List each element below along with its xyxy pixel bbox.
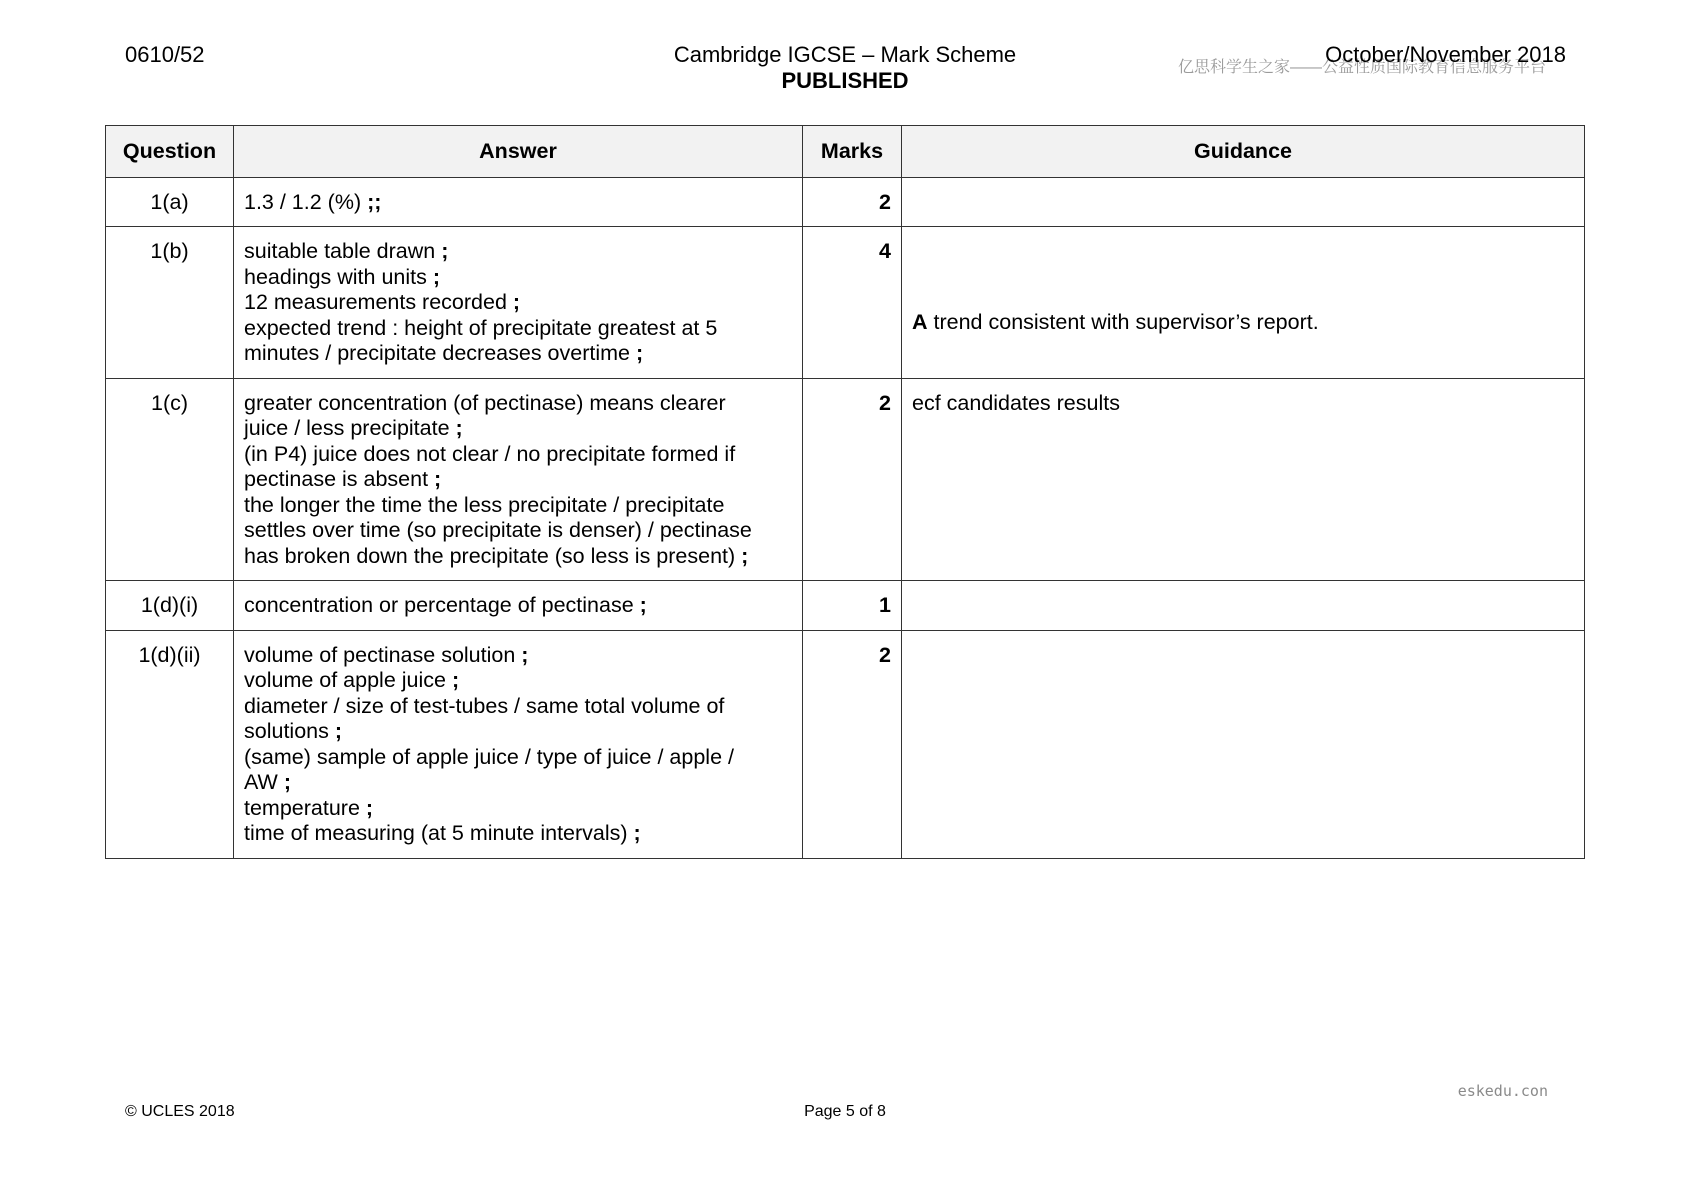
mark-point: ; (455, 416, 463, 440)
table-row (106, 177, 1585, 227)
header-marks: Marks (803, 126, 902, 178)
answer-text: (in P4) juice does not clear / no precipitate formed if (244, 441, 736, 466)
mark-point: ; (451, 668, 460, 692)
page-number: Page 5 of 8 (804, 1103, 886, 1120)
mark-point: ; (283, 770, 291, 794)
question-cell: 1(b) (106, 227, 234, 379)
answer-text: (same) sample of apple juice / type of juice / apple / (244, 744, 734, 769)
answer-text: solutions (244, 719, 335, 743)
answer-line (244, 694, 792, 720)
watermark-text: 亿思科学生之家——公益性质国际教育信息服务平台 (1178, 59, 1547, 76)
mark-point: ; (434, 467, 442, 491)
answer-line (244, 544, 792, 570)
mark-point: ; (334, 719, 343, 743)
answer-line (244, 341, 792, 367)
answer-line (244, 416, 792, 442)
answer-line (244, 239, 792, 265)
answer-text: juice / less precipitate (244, 416, 456, 440)
mark-point: ; (635, 341, 644, 365)
answer-text: concentration or percentage of pectinase (244, 593, 640, 617)
answer-text: volume of apple juice (244, 668, 452, 692)
answer-text: temperature (244, 795, 366, 820)
table-row (106, 378, 1585, 581)
table-header-row (106, 126, 1585, 178)
mark-point: ;; (367, 189, 382, 214)
marks-cell: 2 (803, 378, 902, 581)
answer-text: suitable table drawn (244, 239, 442, 263)
guidance-cell (902, 378, 1585, 581)
answer-line (244, 821, 792, 847)
answer-text: minutes / precipitate decreases overtime (244, 341, 636, 365)
answer-line (244, 316, 792, 342)
answer-cell (234, 378, 803, 581)
header-guidance: Guidance (902, 126, 1585, 178)
table-row (106, 630, 1585, 858)
exam-session: October/November 2018 (1325, 42, 1566, 67)
mark-point: ; (521, 642, 529, 667)
guidance-emphasis: A (912, 310, 928, 334)
answer-text: headings with units (244, 264, 433, 289)
guidance-line (912, 391, 1574, 417)
answer-line (244, 518, 792, 544)
marks-cell: 1 (803, 581, 902, 631)
question-cell: 1(a) (106, 177, 234, 227)
answer-line (244, 190, 792, 216)
mark-scheme-table (105, 125, 1585, 859)
answer-text: AW (244, 770, 284, 794)
table-row (106, 227, 1585, 379)
answer-text: pectinase is absent (244, 467, 435, 491)
guidance-text: trend consistent with supervisor’s report. (927, 310, 1319, 334)
answer-cell (234, 630, 803, 858)
answer-line (244, 391, 792, 417)
answer-text: has broken down the precipitate (so less is present) (244, 543, 742, 568)
mark-point: ; (633, 821, 641, 845)
guidance-line (912, 310, 1574, 336)
answer-line (244, 719, 792, 745)
answer-cell (234, 227, 803, 379)
answer-text: settles over time (so precipitate is denser) / pectinase (244, 518, 752, 542)
guidance-cell (902, 581, 1585, 631)
answer-line (244, 770, 792, 796)
answer-text: volume of pectinase solution (244, 642, 522, 667)
copyright: © UCLES 2018 (125, 1103, 235, 1120)
answer-line (244, 493, 792, 519)
answer-line (244, 467, 792, 493)
answer-line (244, 442, 792, 468)
question-cell: 1(d)(i) (106, 581, 234, 631)
published-label: PUBLISHED (781, 68, 909, 93)
mark-point: ; (741, 543, 749, 568)
question-cell: 1(d)(ii) (106, 630, 234, 858)
answer-line (244, 745, 792, 771)
answer-cell (234, 177, 803, 227)
answer-text: greater concentration (of pectinase) means clearer (244, 390, 726, 415)
paper-code: 0610/52 (125, 42, 205, 67)
guidance-cell (902, 227, 1585, 379)
marks-cell: 2 (803, 177, 902, 227)
site-watermark: eskedu.con (1457, 1082, 1548, 1100)
mark-point: ; (432, 264, 441, 289)
answer-line (244, 796, 792, 822)
guidance-text: ecf candidates results (912, 390, 1120, 415)
answer-text: 1.3 / 1.2 (%) (244, 189, 368, 214)
marks-cell: 4 (803, 227, 902, 379)
answer-line (244, 290, 792, 316)
answer-line (244, 643, 792, 669)
answer-text: expected trend : height of precipitate greatest at 5 (244, 315, 718, 340)
header-answer: Answer (234, 126, 803, 178)
answer-text: time of measuring (at 5 minute intervals) (244, 821, 634, 845)
answer-line (244, 668, 792, 694)
answer-text: 12 measurements recorded (244, 290, 513, 314)
mark-point: ; (365, 795, 374, 820)
answer-line (244, 593, 792, 619)
answer-text: diameter / size of test-tubes / same total volume of (244, 693, 725, 718)
guidance-cell (902, 177, 1585, 227)
guidance-cell (902, 630, 1585, 858)
answer-text: the longer the time the less precipitate / precipitate (244, 492, 725, 517)
question-cell: 1(c) (106, 378, 234, 581)
mark-point: ; (512, 290, 521, 314)
document-title: Cambridge IGCSE – Mark Scheme (673, 42, 1017, 67)
answer-line (244, 265, 792, 291)
mark-point: ; (441, 239, 449, 263)
table-row (106, 581, 1585, 631)
answer-cell (234, 581, 803, 631)
mark-point: ; (639, 593, 647, 617)
marks-cell: 2 (803, 630, 902, 858)
header-question: Question (106, 126, 234, 178)
